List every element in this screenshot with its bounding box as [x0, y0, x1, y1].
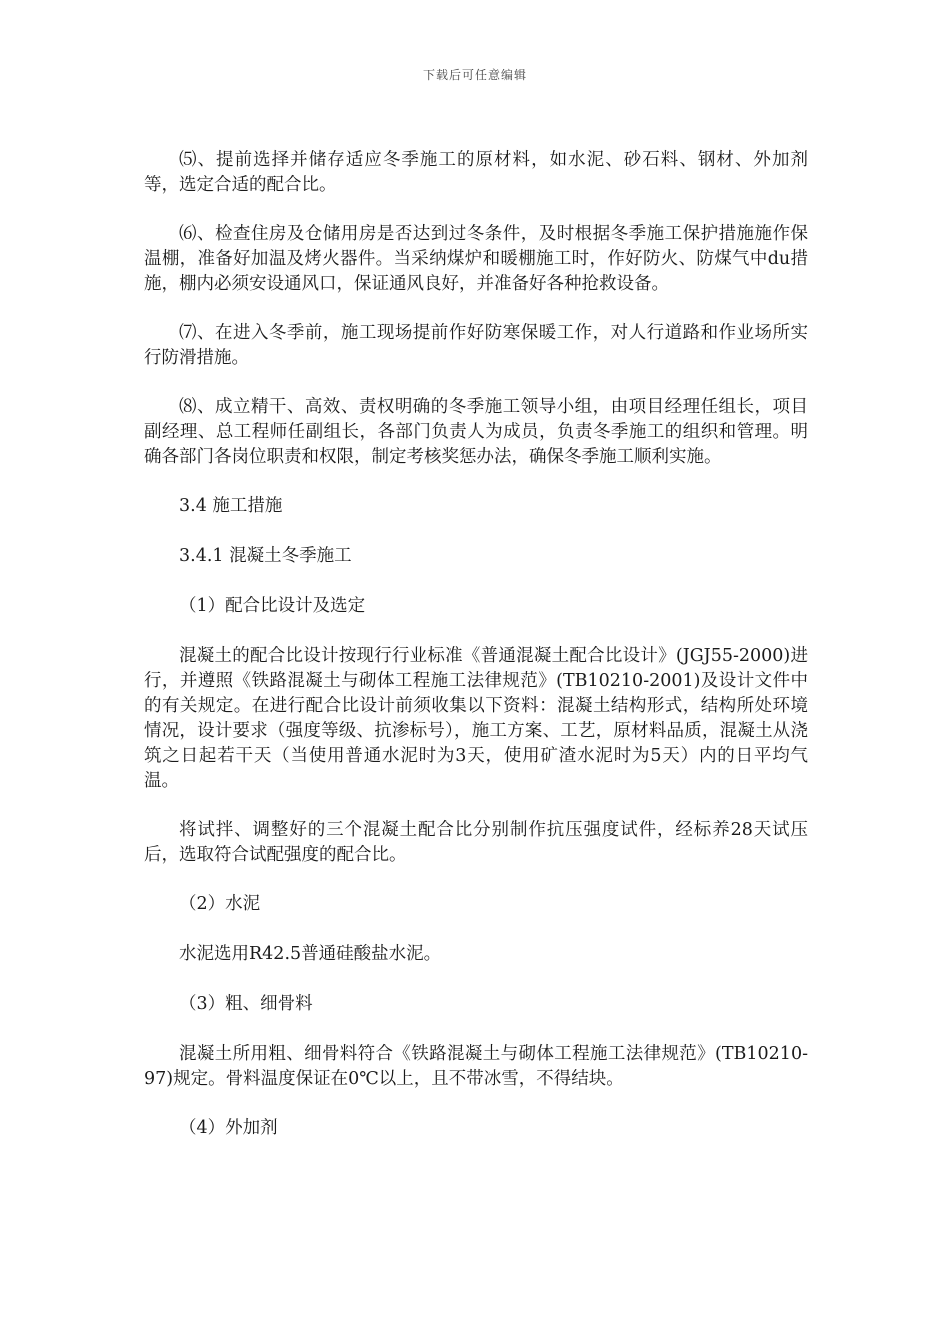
- subheading-mix-design: （1）配合比设计及选定: [179, 596, 366, 616]
- subheading-admixture: （4）外加剂: [179, 1118, 278, 1138]
- subheading-cement: （2）水泥: [179, 894, 261, 914]
- section-heading-3-4-1: 3.4.1 混凝土冬季施工: [179, 546, 352, 566]
- paragraph-item-8: ⑻、成立精干、高效、责权明确的冬季施工领导小组，由项目经理任组长，项目副经理、总工程师任副组长，各部门负责人为成员，负责冬季施工的组织和管理。明确各部门各岗位职责和权限，制定考核奖惩办法，确保冬季施工顺利实施。: [144, 397, 808, 467]
- paragraph-trial-mix: 将试拌、调整好的三个混凝土配合比分别制作抗压强度试件，经标养28天试压后，选取符合试配强度的配合比。: [144, 820, 808, 865]
- paragraph-item-5: ⑸、提前选择并储存适应冬季施工的原材料，如水泥、砂石料、钢材、外加剂等，选定合适的配合比。: [144, 150, 808, 195]
- paragraph-item-7: ⑺、在进入冬季前，施工现场提前作好防寒保暖工作，对人行道路和作业场所实行防滑措施。: [144, 323, 808, 368]
- section-heading-3-4: 3.4 施工措施: [179, 496, 283, 516]
- document-body: [144, 148, 808, 1166]
- paragraph-item-6: ⑹、检查住房及仓储用房是否达到过冬条件，及时根据冬季施工保护措施施作保温棚，准备好加温及烤火器件。当采纳煤炉和暖棚施工时，作好防火、防煤气中du措施，棚内必须安设通风口，保证通风良好，并准备好各种抢救设备。: [144, 224, 808, 294]
- page-header: 下载后可任意编辑: [422, 68, 527, 82]
- paragraph-aggregate: 混凝土所用粗、细骨料符合《铁路混凝土与砌体工程施工法律规范》(TB10210-97)规定。骨料温度保证在0℃以上，且不带冰雪，不得结块。: [144, 1044, 808, 1089]
- subheading-aggregate: （3）粗、细骨料: [179, 994, 313, 1014]
- paragraph-mix-design: 混凝土的配合比设计按现行行业标准《普通混凝土配合比设计》(JGJ55-2000)进行，并遵照《铁路混凝土与砌体工程施工法律规范》(TB10210-2001)及设计文件中的有关规定。在进行配合比设计前须收集以下资料：混凝土结构形式，结构所处环境情况，设计要求（强度等级、抗渗标号），施工方案、工艺，原材料品质，混凝土从浇筑之日起若干天（当使用普通水泥时为3天，使用矿渣水泥时为5天）内的日平均气温。: [144, 646, 808, 791]
- paragraph-cement: 水泥选用R42.5普通硅酸盐水泥。: [179, 944, 442, 964]
